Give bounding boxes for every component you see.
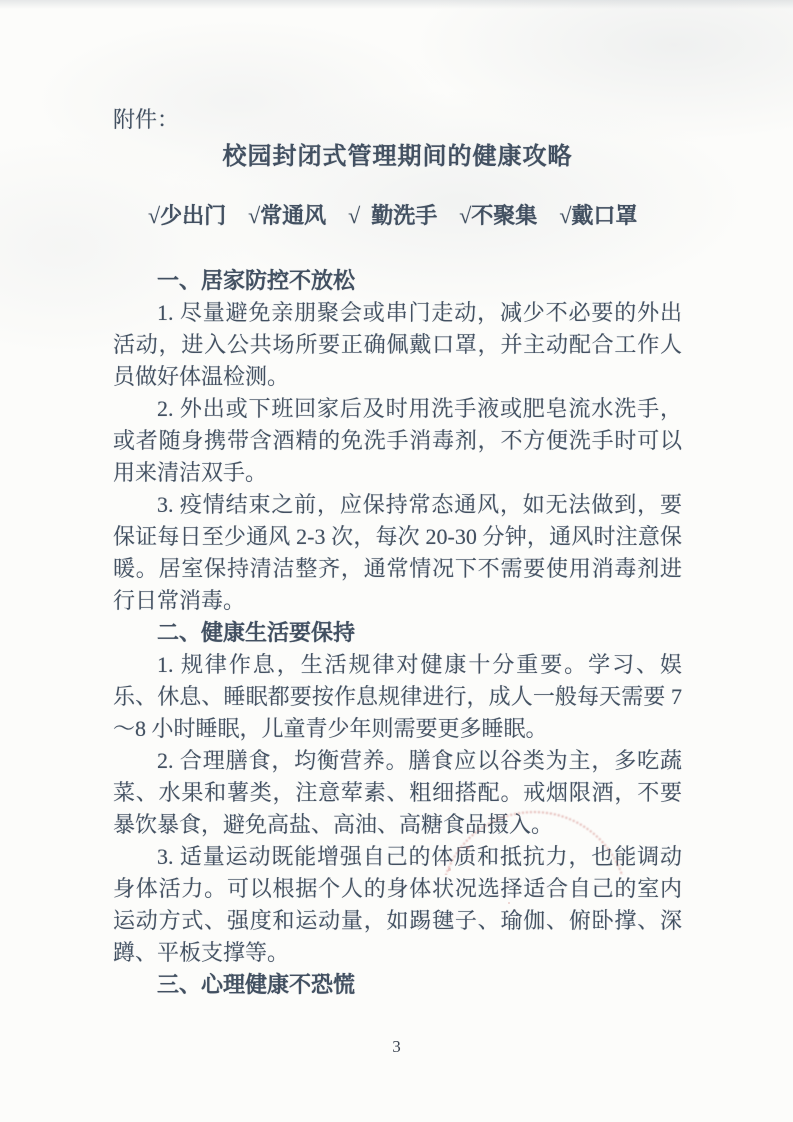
section-mental-health	[113, 969, 682, 1001]
page-number: 3	[392, 1037, 401, 1056]
paragraph: 2. 外出或下班回家后及时用洗手液或肥皂流水洗手，或者随身携带含酒精的免洗手消毒剂，不方便洗手时可以用来清洁双手。	[113, 396, 682, 485]
section-healthy-life	[113, 617, 682, 969]
paragraph: 3. 疫情结束之前，应保持常态通风，如无法做到，要保证每日至少通风 2-3 次，每次 20-30 分钟，通风时注意保暖。居室保持清洁整齐，通常情况下不需要使用消毒剂进行日常消毒。	[113, 492, 682, 613]
section-heading-1: 一、居家防控不放松	[157, 268, 356, 293]
checklist-item-wash-hands: √ 勤洗手	[348, 203, 438, 228]
paragraph: 1. 规律作息，生活规律对健康十分重要。学习、娱乐、休息、睡眠都要按作息规律进行，成人一般每天需要 7～8 小时睡眠，儿童青少年则需要更多睡眠。	[113, 652, 682, 741]
attachment-label: 附件：	[113, 107, 180, 132]
section-heading-2: 二、健康生活要保持	[157, 620, 356, 645]
paragraph: 3. 适量运动既能增强自己的体质和抵抗力，也能调动身体活力。可以根据个人的身体状况选择适合自己的室内运动方式、强度和运动量，如踢毽子、瑜伽、俯卧撑、深蹲、平板支撑等。	[113, 844, 682, 965]
paragraph: 2. 合理膳食，均衡营养。膳食应以谷类为主，多吃蔬菜、水果和薯类，注意荤素、粗细搭配。戒烟限酒，不要暴饮暴食，避免高盐、高油、高糖食品摄入。	[113, 748, 682, 837]
paragraph: 1. 尽量避免亲朋聚会或串门走动，减少不必要的外出活动，进入公共场所要正确佩戴口罩，并主动配合工作人员做好体温检测。	[113, 300, 682, 389]
checklist-item-no-gather: √不聚集	[459, 203, 538, 228]
section-home-prevention	[113, 265, 682, 617]
checklist-item-ventilate: √常通风	[248, 203, 327, 228]
checklist-item-wear-mask: √戴口罩	[559, 203, 638, 228]
checklist-item-stay-home: √少出门	[148, 203, 227, 228]
health-checklist	[148, 200, 682, 232]
section-heading-3: 三、心理健康不恐慌	[157, 972, 356, 997]
document-title: 校园封闭式管理期间的健康攻略	[222, 144, 573, 170]
document-body	[113, 104, 682, 1001]
